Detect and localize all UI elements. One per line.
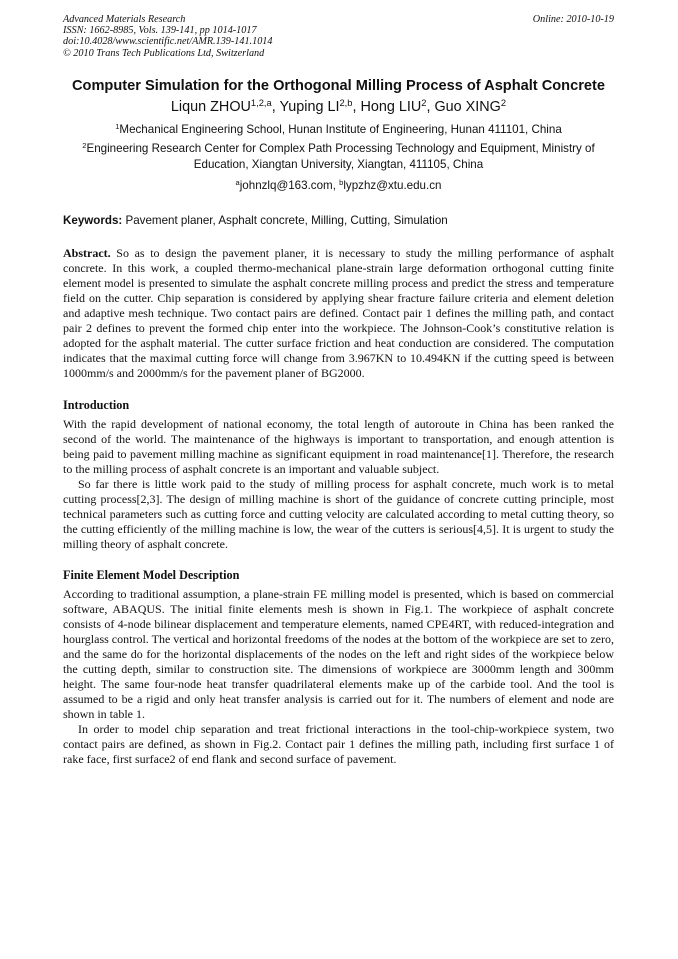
fem-paragraph-1: According to traditional assumption, a plane-strain FE milling model is presented, which is based on commercial software, ABAQUS. The initial finite elements mesh is shown in Fig.1. The workpiece of asphalt concrete consists of 4-node bilinear displacement and temperature elements, named CPE4RT, with reduced-integration and hourglass control. The vertical and horizontal freedoms of the nodes at the bottom of the workpiece are set to zero, and the same do for the horizontal displacements of the nodes on the left and right sides of the workpiece below the cutting depth, similar to construction site. The dimensions of workpiece are 3000mm length and 300mm height. The same four-node heat transfer quadrilateral elements make up of the carbide tool. And the tool is assumed to be a rigid and only heat transfer analysis is carried out for it. The numbers of element and node are shown in table 1.: [63, 587, 614, 722]
introduction-paragraph-1: With the rapid development of national economy, the total length of autoroute in China has been ranked the second of the world. The maintenance of the highways is important to transportation, and enough attention is being paid to pavement milling machine as significant equipment in road maintenance[1]. Therefore, the research to the milling process of asphalt concrete is an important and valuable subject.: [63, 416, 614, 476]
abstract: [63, 246, 614, 381]
doi-line: doi:10.4028/www.scientific.net/AMR.139-141.1014: [63, 36, 273, 48]
keywords-text: Pavement planer, Asphalt concrete, Milling, Cutting, Simulation: [122, 214, 448, 228]
author-list: [63, 98, 614, 116]
author: Liqun ZHOU$^{1,2,a}$,: [170, 97, 280, 115]
copyright-line: © 2010 Trans Tech Publications Ltd, Switzerland: [63, 47, 265, 59]
author: Hong LIU$^2$,: [360, 97, 435, 115]
keywords: [63, 213, 614, 228]
section-heading-introduction: Introduction: [63, 397, 130, 412]
online-date: Online: 2010-10-19: [532, 14, 614, 25]
affiliation-1: $^1$Mechanical Engineering School, Hunan Institute of Engineering, Hunan 411101, China: [115, 121, 562, 136]
abstract-text: So as to design the pavement planer, it is necessary to study the milling performance of asphalt concrete. In this work, a coupled thermo-mechanical plane-strain large deformation orthogonal cutting finite element model is presented to simulate the asphalt concrete milling process and predict the stress and temperature field on the cutter. Chip separation is considered by applying shear fracture failure criteria and element deletion and adaptive mesh technique. Two contact pairs are defined. Contact pair 1 defines the milling path, and contact pair 2 defines to prevent the formed chip enter into the workpiece. The Johnson-Cook’s constitutive relation is adopted for the asphalt material. The cutter surface friction and heat conduction are considered. The computation indicates that the maximal cutting force will change from 3.967KN to 10.494KN if the cutting speed is between 1000mm/s and 2000mm/s for the pavement planer of BG2000.: [63, 246, 614, 380]
keywords-label: Keywords:: [63, 214, 123, 228]
email-link[interactable]: johnzlq@163.com,: [239, 179, 340, 193]
affiliation-2: $^2$Engineering Research Center for Complex Path Processing Technology and Equipment, Ministry of Education, Xiangtan University, Xiangtan, 411105, China: [82, 141, 595, 171]
journal-header: [63, 14, 614, 59]
author-emails: $^a$johnzlq@163.com, $^b$lypzhz@xtu.edu.cn: [235, 178, 442, 193]
introduction-paragraph-2: So far there is little work paid to the study of milling process for asphalt concrete, much work is to metal cutting process[2,3]. The design of milling machine is short of the guidance of concrete cutting principle, most technical parameters such as cutting force and cutting velocity are calculated according to metal cutting theory, so the cutting efficiently of the milling machine is low, the wear of the cutters is serious[4,5]. It is urgent to study the milling theory of asphalt concrete.: [63, 476, 614, 551]
abstract-label: Abstract.: [63, 246, 111, 261]
author: Yuping LI$^{2,b}$,: [279, 97, 361, 115]
paper-page: [63, 14, 614, 767]
section-heading-fem: Finite Element Model Description: [63, 568, 240, 583]
journal-name: Advanced Materials Research: [63, 14, 186, 25]
issn-line: ISSN: 1662-8985, Vols. 139-141, pp 1014-1017: [63, 25, 257, 37]
email-link[interactable]: lypzhz@xtu.edu.cn: [343, 179, 442, 193]
author: Guo XING$^2$: [434, 97, 507, 115]
paper-title: Computer Simulation for the Orthogonal Milling Process of Asphalt Concrete: [72, 77, 605, 94]
fem-paragraph-2: In order to model chip separation and treat frictional interactions in the tool-chip-workpiece system, two contact pairs are defined, as shown in Fig.2. Contact pair 1 defines the milling path, including first surface 1 of rake face, first surface2 of end flank and second surface of pavement.: [63, 722, 614, 766]
